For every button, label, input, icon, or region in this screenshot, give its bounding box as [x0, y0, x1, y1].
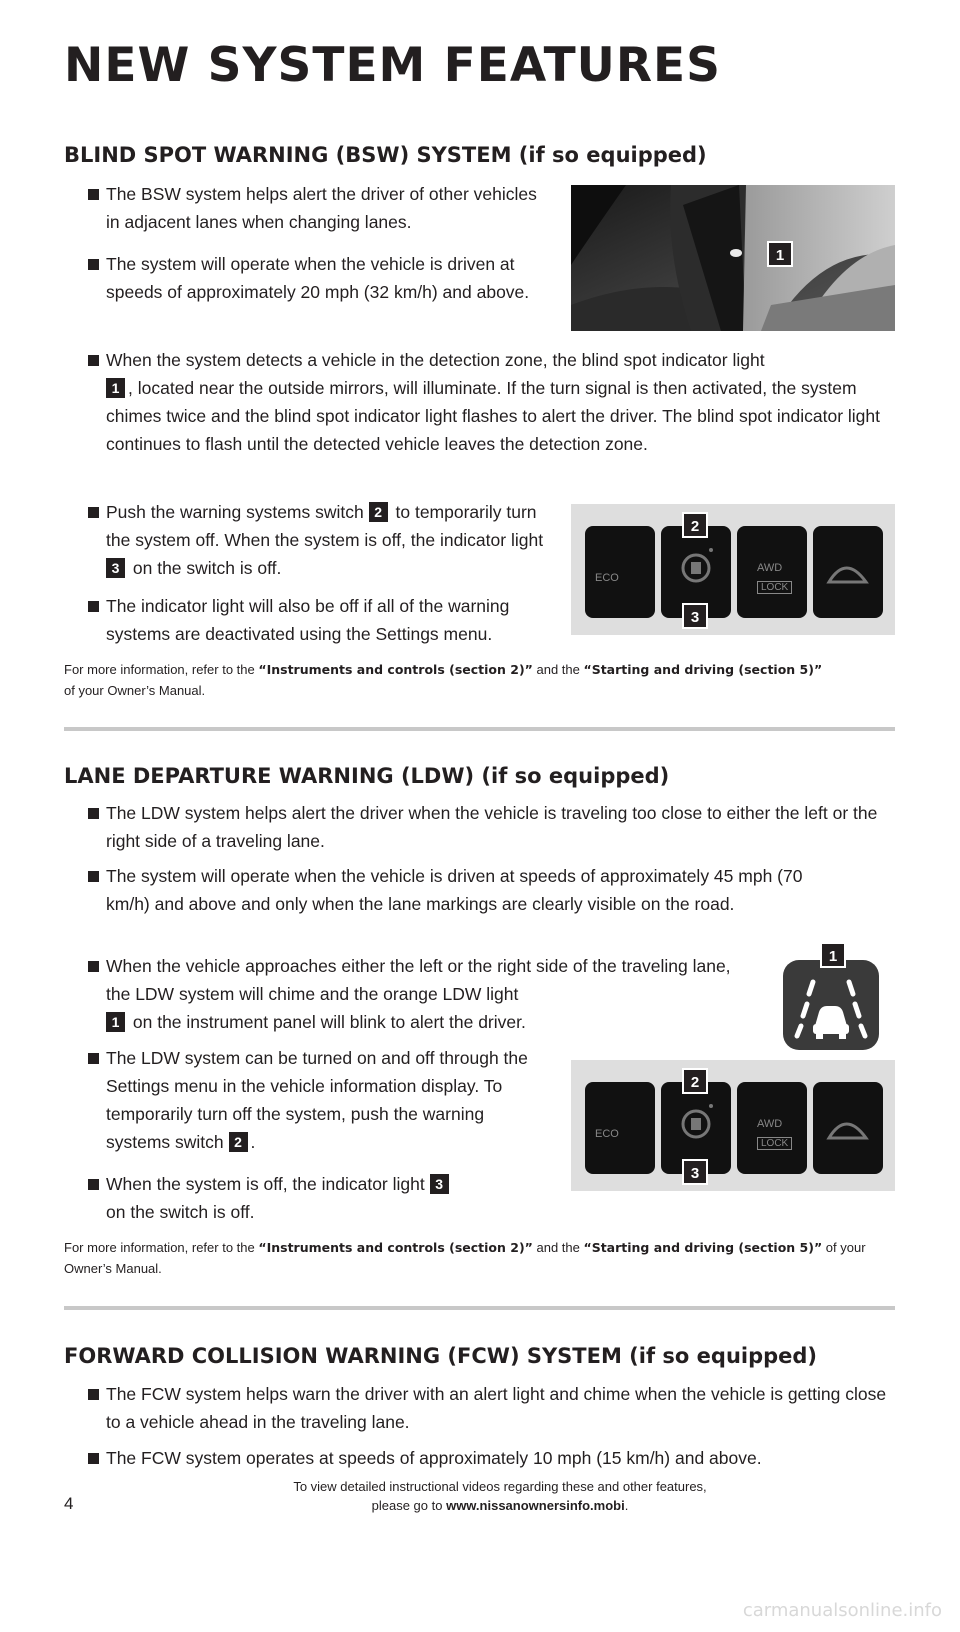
bullet-square-icon: [88, 1179, 99, 1190]
footer-line-1: To view detailed instructional videos regarding these and other features,: [293, 1479, 707, 1494]
footer-url-link[interactable]: www.nissanownersinfo.mobi: [446, 1498, 625, 1513]
bsw-bullet-2: [88, 250, 548, 306]
callout-3-badge: 3: [106, 558, 125, 578]
section-divider: [64, 727, 895, 731]
bullet-square-icon: [88, 1453, 99, 1464]
switch-panel-illustration: [571, 504, 895, 635]
bsw-bullet-5-text: The indicator light will also be off if all of the warning systems are deactivated using the Settings menu.: [106, 596, 510, 644]
page-title: NEW SYSTEM FEATURES: [64, 38, 721, 93]
photo-callout-2: 2: [682, 1068, 708, 1094]
ldw-bullet-4: [88, 1044, 553, 1156]
callout-2-badge: 2: [369, 502, 388, 522]
ldw-bullet-3-text-b: on the instrument panel will blink to alert the driver.: [132, 1012, 526, 1032]
ldw-icon-callout-1: 1: [820, 942, 846, 968]
bsw-reference-note: For more information, refer to the “Instruments and controls (section 2)” and the “Starting and driving (section 5)” of your Owner’s Manual.: [64, 662, 823, 698]
bullet-square-icon: [88, 871, 99, 882]
ldw-bullet-3-text-a: When the vehicle approaches either the left or the right side of the traveling lane, the LDW system will chime and the orange LDW light: [106, 956, 731, 1004]
photo-callout-3: 3: [682, 603, 708, 629]
lock-label: LOCK: [757, 1137, 792, 1150]
callout-3-badge: 3: [430, 1174, 449, 1194]
mirror-photo-illustration: [571, 185, 895, 331]
bsw-bullet-5: [88, 592, 563, 648]
lock-label: LOCK: [757, 581, 792, 594]
watermark: carmanualsonline.info: [742, 1600, 942, 1621]
ldw-bullet-5: [88, 1170, 553, 1226]
section-divider: [64, 1306, 895, 1310]
awd-label: AWD: [757, 562, 783, 574]
bsw-bullet-4-text-b: to temporarily turn the system off. When the system is off, the indicator light: [106, 502, 544, 550]
ldw-indicator-icon: [783, 960, 879, 1050]
fcw-bullet-1-text: The FCW system helps warn the driver with an alert light and chime when the vehicle is getting close to a vehicle ahead in the traveling lane.: [106, 1384, 887, 1432]
ldw-bullet-1: [88, 799, 888, 855]
callout-1-badge: 1: [106, 378, 125, 398]
bsw-bullet-2-text: The system will operate when the vehicle is driven at speeds of approximately 20 mph (32 km/h) and above.: [106, 254, 530, 302]
ldw-bullet-2-text: The system will operate when the vehicle is driven at speeds of approximately 45 mph (70 km/h) and above and only when the lane markings are clearly visible on the road.: [106, 866, 803, 914]
ldw-bullet-1-text: The LDW system helps alert the driver when the vehicle is traveling too close to either the left or the right side of a traveling lane.: [106, 803, 878, 851]
bullet-square-icon: [88, 961, 99, 972]
eco-label: ECO: [595, 1128, 619, 1140]
photo-callout-3: 3: [682, 1159, 708, 1185]
bullet-square-icon: [88, 507, 99, 518]
bullet-square-icon: [88, 601, 99, 612]
bullet-square-icon: [88, 1389, 99, 1400]
fcw-bullet-2-text: The FCW system operates at speeds of approximately 10 mph (15 km/h) and above.: [106, 1448, 762, 1468]
photo-callout-1: 1: [767, 241, 793, 267]
ldw-bullet-3: [88, 952, 748, 1036]
callout-1-badge: 1: [106, 1012, 125, 1032]
bullet-square-icon: [88, 259, 99, 270]
awd-label: AWD: [757, 1118, 783, 1130]
footer: [0, 1477, 960, 1515]
bsw-bullet-3-text-b: , located near the outside mirrors, will illuminate. If the turn signal is then activated, the system chimes twice and the blind spot indicator light flashes to alert the driver. The blind spot indicator light continues to flash until the detected vehicle leaves the detection zone.: [106, 378, 880, 454]
bullet-square-icon: [88, 189, 99, 200]
fcw-section-title: FORWARD COLLISION WARNING (FCW) SYSTEM (if so equipped): [64, 1344, 818, 1368]
bsw-bullet-1-text: The BSW system helps alert the driver of other vehicles in adjacent lanes when changing lanes.: [106, 184, 537, 232]
callout-2-badge: 2: [229, 1132, 248, 1152]
photo-callout-2: 2: [682, 512, 708, 538]
ldw-warning-switch-photo: [571, 1060, 895, 1191]
bsw-bullet-4-text-a: Push the warning systems switch: [106, 502, 364, 522]
page-number: 4: [64, 1494, 74, 1513]
ldw-reference-note: For more information, refer to the “Instruments and controls (section 2)” and the “Starting and driving (section 5)” of your Owner’s Manual.: [64, 1240, 866, 1276]
warning-switch-photo: [571, 504, 895, 635]
bsw-bullet-3-text-a: When the system detects a vehicle in the detection zone, the blind spot indicator light: [106, 350, 765, 370]
bullet-square-icon: [88, 808, 99, 819]
ldw-bullet-2: [88, 862, 848, 918]
footer-line-2: please go to www.nissanownersinfo.mobi.: [371, 1498, 629, 1513]
ldw-switch-panel-illustration: [571, 1060, 895, 1191]
bsw-section-title: BLIND SPOT WARNING (BSW) SYSTEM (if so equipped): [64, 143, 707, 167]
bsw-bullet-4-text-c: on the switch is off.: [132, 558, 282, 578]
fcw-bullet-1: [88, 1380, 898, 1436]
bullet-square-icon: [88, 1053, 99, 1064]
bsw-bullet-4: [88, 498, 548, 582]
fcw-bullet-2: [88, 1444, 898, 1472]
ldw-bullet-5-text-a: When the system is off, the indicator light: [106, 1174, 425, 1194]
ldw-section-title: LANE DEPARTURE WARNING (LDW) (if so equipped): [64, 764, 670, 788]
ldw-bullet-4-text-a: The LDW system can be turned on and off through the Settings menu in the vehicle information display. To temporarily turn off the system, push the warning systems switch: [106, 1048, 528, 1152]
eco-label: ECO: [595, 572, 619, 584]
bsw-bullet-3: [88, 346, 888, 458]
ldw-bullet-4-text-b: .: [250, 1132, 256, 1152]
bsw-bullet-1: [88, 180, 548, 236]
bullet-square-icon: [88, 355, 99, 366]
blind-spot-indicator-photo: [571, 185, 895, 331]
lane-departure-icon: [783, 960, 879, 1050]
ldw-bullet-5-text-b: on the switch is off.: [106, 1202, 255, 1222]
